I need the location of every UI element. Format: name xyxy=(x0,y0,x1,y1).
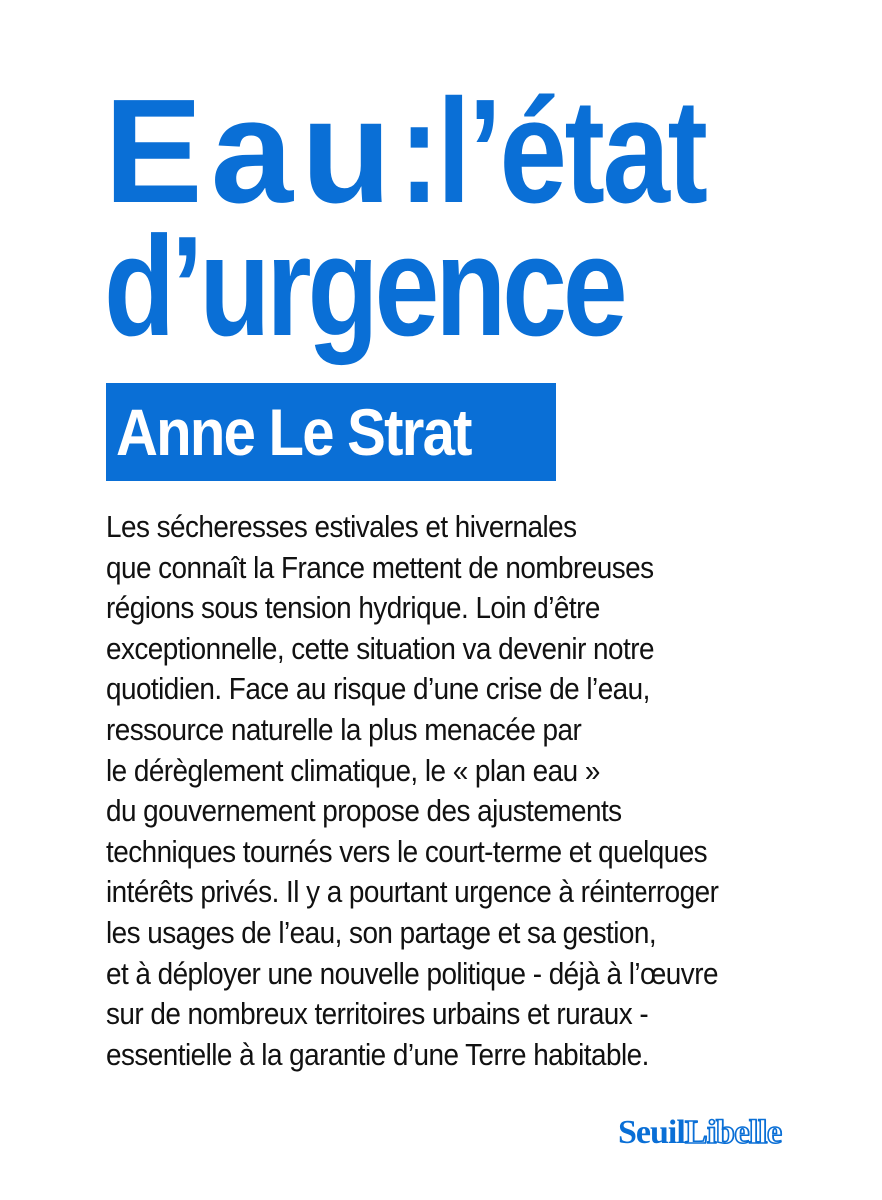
publisher-libelle: Libelle xyxy=(684,1114,782,1151)
title-line-1 xyxy=(104,69,773,234)
title-fragment-etat: :l’état xyxy=(399,69,706,234)
blurb-line: que connaît la France mettent de nombreuses xyxy=(106,549,654,585)
publisher-seuil: Seuil xyxy=(618,1114,685,1151)
blurb-line: sur de nombreux territoires urbains et ruraux - xyxy=(106,996,649,1032)
blurb-line: exceptionnelle, cette situation va devenir notre xyxy=(106,630,654,666)
author-banner xyxy=(106,383,556,481)
blurb-line: et à déployer une nouvelle politique - déjà à l’œuvre xyxy=(106,955,718,991)
author-name: Anne Le Strat xyxy=(116,395,471,469)
title-line-2: d’urgence xyxy=(104,207,624,366)
blurb-line: Les sécheresses estivales et hivernales xyxy=(106,509,577,544)
title-word-eau: Eau xyxy=(104,69,400,234)
blurb-line: essentielle à la garantie d’une Terre habitable. xyxy=(106,1036,649,1072)
publisher-logo xyxy=(618,1114,781,1150)
blurb-line: régions sous tension hydrique. Loin d’être xyxy=(106,590,600,626)
blurb-text xyxy=(106,507,826,1075)
blurb-line: ressource naturelle la plus menacée par xyxy=(106,711,582,747)
blurb-line: techniques tournés vers le court-terme et quelques xyxy=(106,833,708,869)
blurb-line: le dérèglement climatique, le « plan eau » xyxy=(106,752,600,788)
blurb-line: quotidien. Face au risque d’une crise de l’eau, xyxy=(106,671,650,707)
blurb-line: intérêts privés. Il y a pourtant urgence à réinterroger xyxy=(106,874,719,910)
blurb-line: du gouvernement propose des ajustements xyxy=(106,793,622,829)
blurb-line: les usages de l’eau, son partage et sa gestion, xyxy=(106,914,657,950)
